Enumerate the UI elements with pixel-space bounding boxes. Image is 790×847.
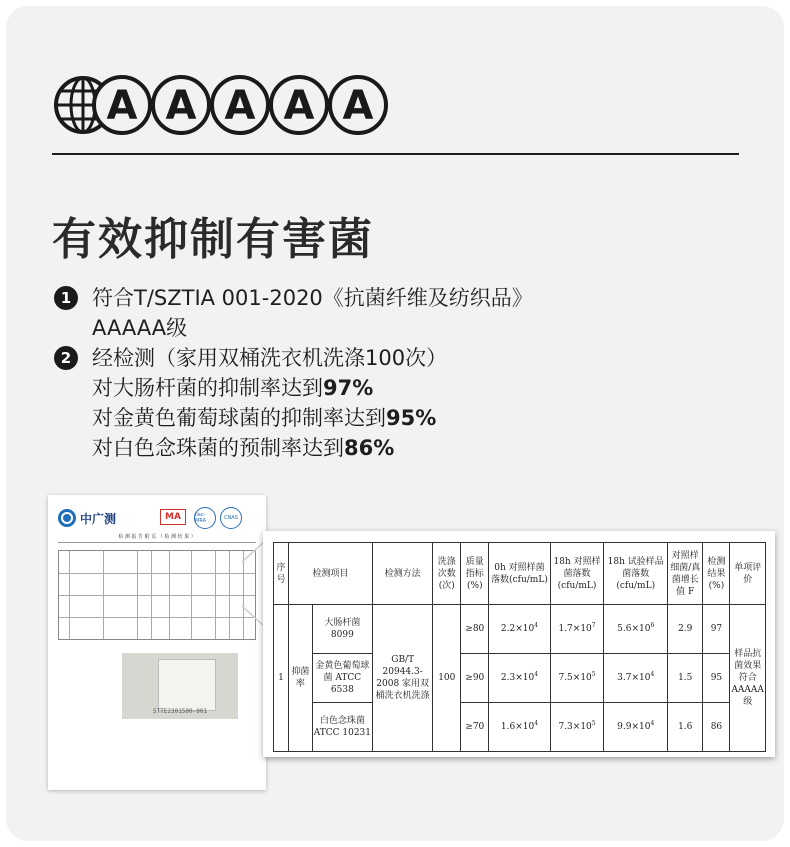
index-cell: ≥70	[461, 703, 489, 752]
growth-cell: 1.5	[667, 654, 703, 703]
ma-badge: MA	[160, 509, 186, 525]
col-header: 18h 试验样品菌落数(cfu/mL)	[604, 543, 668, 605]
index-cell: ≥90	[461, 654, 489, 703]
washes-cell: 100	[433, 605, 461, 752]
table-row	[274, 605, 766, 654]
result-cell: 97	[703, 605, 730, 654]
logo-letter: A	[165, 83, 197, 129]
col-header: 检测方法	[373, 543, 433, 605]
item-cell: 金黄色葡萄球菌 ATCC 6538	[312, 654, 372, 703]
claim-text: 符合T/SZTIA 001-2020《抗菌纤维及纺织品》	[92, 286, 533, 310]
rate-line-ecoli	[54, 373, 533, 403]
table-header-row	[274, 543, 766, 605]
h18-test-cell: $9.9\times 10^4$	[604, 703, 668, 752]
logo-letter: A	[106, 83, 138, 129]
results-table	[273, 542, 766, 752]
report-table-thumb	[58, 550, 256, 640]
claim-1-cont	[54, 313, 533, 343]
claim-2	[54, 343, 533, 373]
h0-cell: $2.3\times 10^4$	[489, 654, 550, 703]
method-cell: GB/T 20944.3-2008 家用双桶洗衣机洗涤	[373, 605, 433, 752]
rate-line-candida	[54, 433, 533, 463]
h0-cell: $2.2\times 10^4$	[489, 605, 550, 654]
h18-test-cell: $3.7\times 10^4$	[604, 654, 668, 703]
col-header: 洗涤次数(次)	[433, 543, 461, 605]
h18-control-cell: $7.3\times 10^5$	[550, 703, 604, 752]
col-header: 对照样细菌/真菌增长值 F	[667, 543, 703, 605]
brand-logo-icon	[58, 509, 76, 527]
index-cell: ≥80	[461, 605, 489, 654]
page-title: 有效抑制有害菌	[52, 214, 374, 265]
item-cell: 大肠杆菌 8099	[312, 605, 372, 654]
cnas-badge: CNAS	[220, 507, 242, 529]
table-row	[274, 703, 766, 752]
item-cell: 白色念珠菌 ATCC 10231	[312, 703, 372, 752]
logo-letter: A	[342, 83, 374, 129]
growth-cell: 1.6	[667, 703, 703, 752]
logo-letter: A	[224, 83, 256, 129]
growth-cell: 2.9	[667, 605, 703, 654]
claim-text: AAAAA级	[92, 316, 188, 340]
claim-text: 经检测（家用双桶洗衣机洗涤100次）	[92, 346, 448, 370]
results-table-zoom	[263, 531, 775, 757]
report-title: 检 测 报 告 附 页 （ 检 测 结 果 ）	[118, 534, 196, 540]
sample-photo	[122, 653, 238, 719]
h18-control-cell: $1.7\times 10^7$	[550, 605, 604, 654]
h18-control-cell: $7.5\times 10^5$	[550, 654, 604, 703]
sample-label: STTE2301500-001	[152, 708, 208, 715]
fabric-sample-image	[158, 659, 216, 711]
claims-list	[54, 283, 533, 463]
evaluation-cell: 样品抗菌效果符合AAAAA级	[730, 605, 766, 752]
brand-name: 中广测	[80, 511, 117, 526]
col-header: 序号	[274, 543, 289, 605]
logo-letter: A	[283, 83, 315, 129]
result-cell: 95	[703, 654, 730, 703]
aaaaa-logo	[52, 74, 414, 136]
col-header: 单项评价	[730, 543, 766, 605]
category-cell: 抑菌率	[289, 605, 313, 752]
number-badge: 1	[54, 286, 78, 310]
report-rule	[58, 542, 256, 543]
rate-line-staph	[54, 403, 533, 433]
h18-test-cell: $5.6\times 10^6$	[604, 605, 668, 654]
result-cell: 86	[703, 703, 730, 752]
rate-value: 95%	[386, 406, 437, 430]
col-header: 检测项目	[289, 543, 373, 605]
table-row	[274, 654, 766, 703]
claim-1	[54, 283, 533, 313]
h0-cell: $1.6\times 10^4$	[489, 703, 550, 752]
rate-text: 对金黄色葡萄球菌的抑制率达到	[92, 406, 386, 430]
seq-cell: 1	[274, 605, 289, 752]
test-report-page	[48, 495, 266, 790]
rate-text: 对白色念珠菌的预制率达到	[92, 436, 344, 460]
rate-value: 86%	[344, 436, 395, 460]
rate-text: 对大肠杆菌的抑制率达到	[92, 376, 323, 400]
col-header: 18h 对照样菌落数(cfu/mL)	[550, 543, 604, 605]
rate-value: 97%	[323, 376, 374, 400]
number-badge: 2	[54, 346, 78, 370]
ilac-badge: ilac-MRA	[194, 507, 216, 529]
col-header: 检测结果(%)	[703, 543, 730, 605]
divider	[52, 153, 739, 155]
col-header: 质量指标(%)	[461, 543, 489, 605]
report-brand	[58, 509, 116, 527]
col-header: 0h 对照样菌落数(cfu/mL)	[489, 543, 550, 605]
